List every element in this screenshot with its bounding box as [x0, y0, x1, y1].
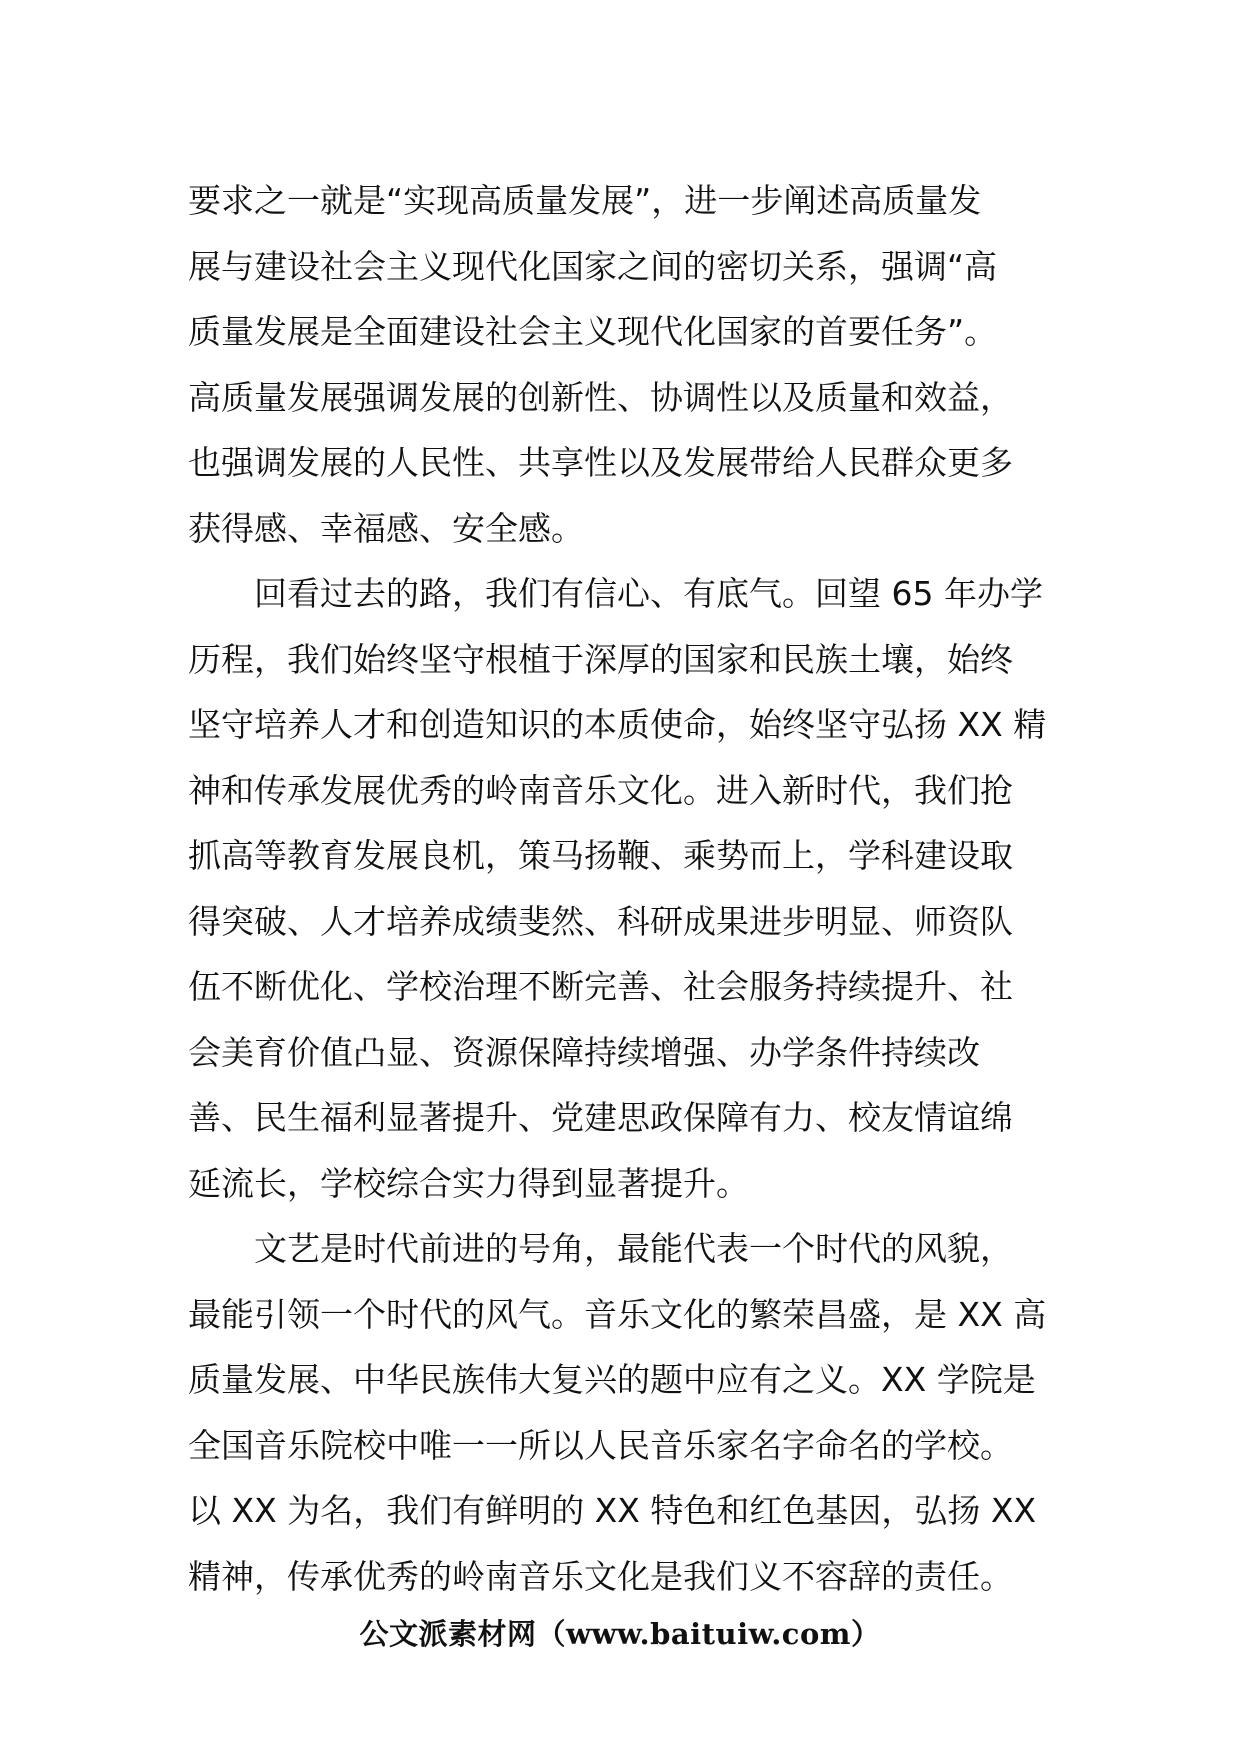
text-line: 伍不断优化、学校治理不断完善、社会服务持续提升、社 [188, 967, 1013, 1006]
text-line: 获得感、幸福感、安全感。 [188, 508, 584, 548]
text-line: 全国音乐院校中唯一一所以人民音乐家名字命名的学校。 [188, 1425, 1013, 1465]
text-line: 回看过去的路，我们有信心、有底气。回望 65 年办学 [254, 574, 1043, 613]
paragraph-1 [188, 168, 1058, 561]
text-line: 历程，我们始终坚守根植于深厚的国家和民族土壤，始终 [188, 639, 1013, 679]
text-line: 高质量发展强调发展的创新性、协调性以及质量和效益， [188, 377, 1013, 417]
paragraph-2 [188, 561, 1058, 1216]
text-line: 善、民生福利显著提升、党建思政保障有力、校友情谊绵 [188, 1098, 1013, 1137]
text-line: 展与建设社会主义现代化国家之间的密切关系，强调“高 [188, 246, 998, 286]
text-line: 要求之一就是“实现高质量发展”，进一步阐述高质量发 [188, 181, 982, 220]
text-line: 抓高等教育发展良机，策马扬鞭、乘势而上，学科建设取 [188, 836, 1013, 875]
text-line: 质量发展、中华民族伟大复兴的题中应有之义。XX 学院是 [188, 1360, 1036, 1399]
text-line: 神和传承发展优秀的岭南音乐文化。进入新时代，我们抢 [188, 770, 1013, 810]
document-body [188, 168, 1058, 1609]
text-line: 以 XX 为名，我们有鲜明的 XX 特色和红色基因，弘扬 XX [188, 1491, 1037, 1530]
text-line: 也强调发展的人民性、共享性以及发展带给人民群众更多 [188, 443, 1013, 482]
text-line: 文艺是时代前进的号角，最能代表一个时代的风貌， [254, 1229, 1013, 1268]
text-line: 质量发展是全面建设社会主义现代化国家的首要任务”。 [188, 312, 998, 351]
text-line: 延流长，学校综合实力得到显著提升。 [188, 1163, 749, 1203]
footer-watermark: 公文派素材网（www.baituiw.com） [359, 1617, 881, 1651]
text-line: 精神，传承优秀的岭南音乐文化是我们义不容辞的责任。 [188, 1556, 1013, 1596]
text-line: 坚守培养人才和创造知识的本质使命，始终坚守弘扬 XX 精 [188, 705, 1047, 744]
text-line: 得突破、人才培养成绩斐然、科研成果进步明显、师资队 [188, 901, 1013, 941]
text-line: 会美育价值凸显、资源保障持续增强、办学条件持续改 [188, 1032, 980, 1072]
paragraph-3 [188, 1216, 1058, 1609]
text-line: 最能引领一个时代的风气。音乐文化的繁荣昌盛，是 XX 高 [188, 1294, 1047, 1334]
